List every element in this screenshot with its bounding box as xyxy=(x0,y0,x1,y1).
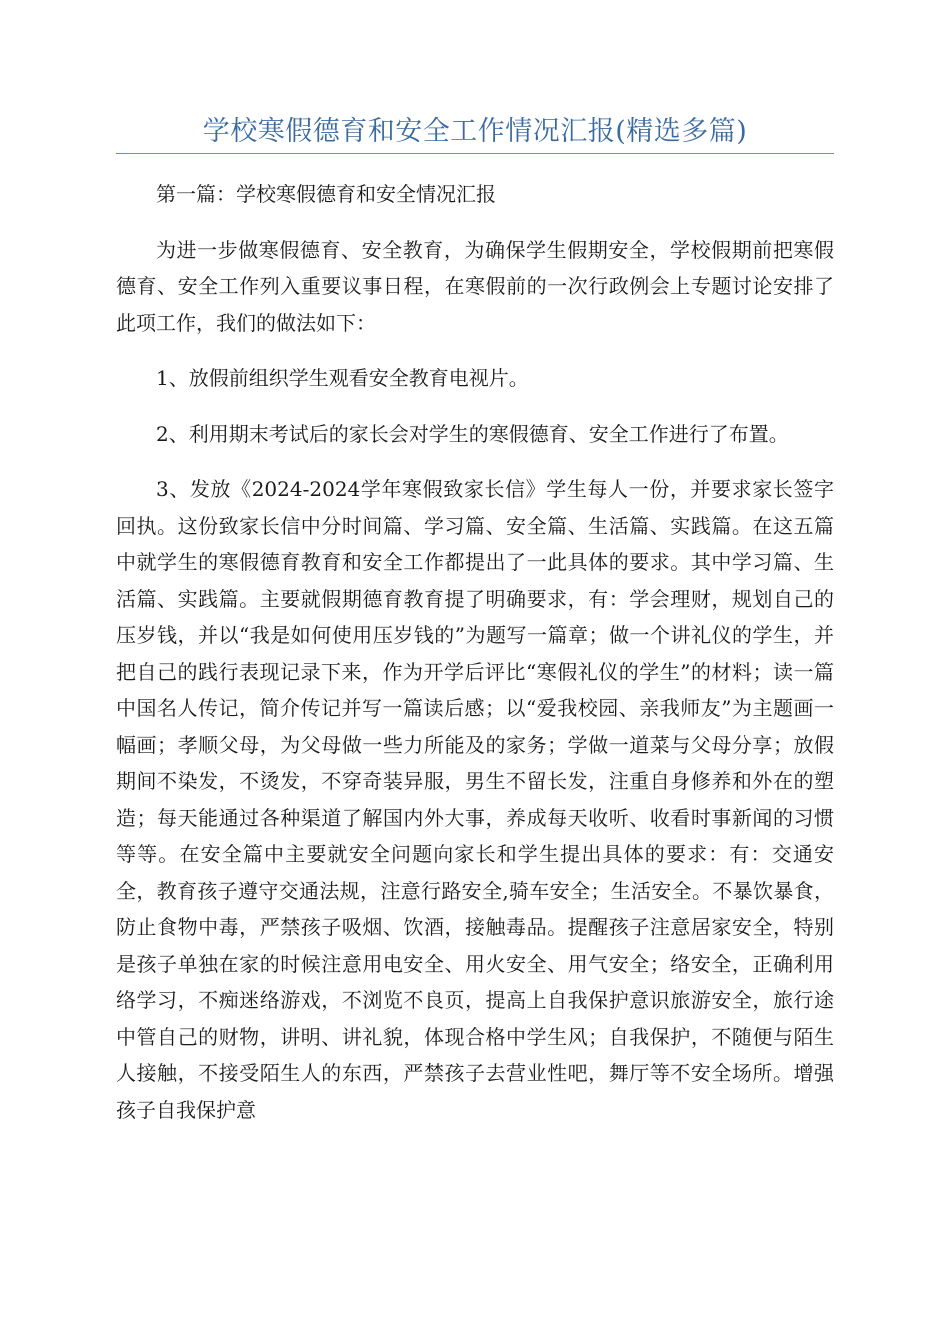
paragraph-item-1: 1、放假前组织学生观看安全教育电视片。 xyxy=(156,366,529,390)
paragraph-item-2: 2、利用期末考试后的家长会对学生的寒假德育、安全工作进行了布置。 xyxy=(156,421,789,446)
title-underline xyxy=(116,153,834,154)
section-heading: 第一篇：学校寒假德育和安全情况汇报 xyxy=(156,182,496,206)
paragraph-item-3: 3、发放《2024-2024学年寒假致家长信》学生每人一份，并要求家长签字回执。这份致家长信中分时间篇、学习篇、安全篇、生活篇、实践篇。在这五篇中就学生的寒假德育教育和安全工作都提出了一此具体的要求。其中学习篇、生活篇、实践篇。主要就假期德育教育提了明确要求，有：学会理财，规划自己的压岁钱，并以“我是如何使用压岁钱的”为题写一篇章；做一个讲礼仪的学生，并把自己的践行表现记录下来，作为开学后评比“寒假礼仪的学生”的材料；读一篇中国名人传记，简介传记并写一篇读后感；以“爱我校园、亲我师友”为主题画一幅画；孝顺父母，为父母做一些力所能及的家务；学做一道菜与父母分享；放假期间不染发，不烫发，不穿奇装异服，男生不留长发，注重自身修养和外在的塑造；每天能通过各种渠道了解国内外大事，养成每天收听、收看时事新闻的习惯等等。在安全篇中主要就安全问题向家长和学生提出具体的要求：有：交通安全，教育孩子遵守交通法规，注意行路安全,骑车安全；生活安全。不暴饮暴食，防止食物中毒，严禁孩子吸烟、饮酒，接触毒品。提醒孩子注意居家安全，特别是孩子单独在家的时候注意用电安全、用火安全、用气安全；络安全，正确利用络学习，不痴迷络游戏，不浏览不良页，提高上自我保护意识旅游安全，旅行途中管自己的财物，讲明、讲礼貌，体现合格中学生风；自我保护，不随便与陌生人接触，不接受陌生人的东西，严禁孩子去营业性吧，舞厅等不安全场所。增强孩子自我保护意 xyxy=(116,477,834,1122)
document-title: 学校寒假德育和安全工作情况汇报(精选多篇) xyxy=(202,116,748,147)
document-body xyxy=(116,176,834,1147)
paragraph-intro: 为进一步做寒假德育、安全教育，为确保学生假期安全，学校假期前把寒假德育、安全工作列入重要议事日程，在寒假前的一次行政例会上专题讨论安排了此项工作，我们的做法如下： xyxy=(116,237,834,335)
